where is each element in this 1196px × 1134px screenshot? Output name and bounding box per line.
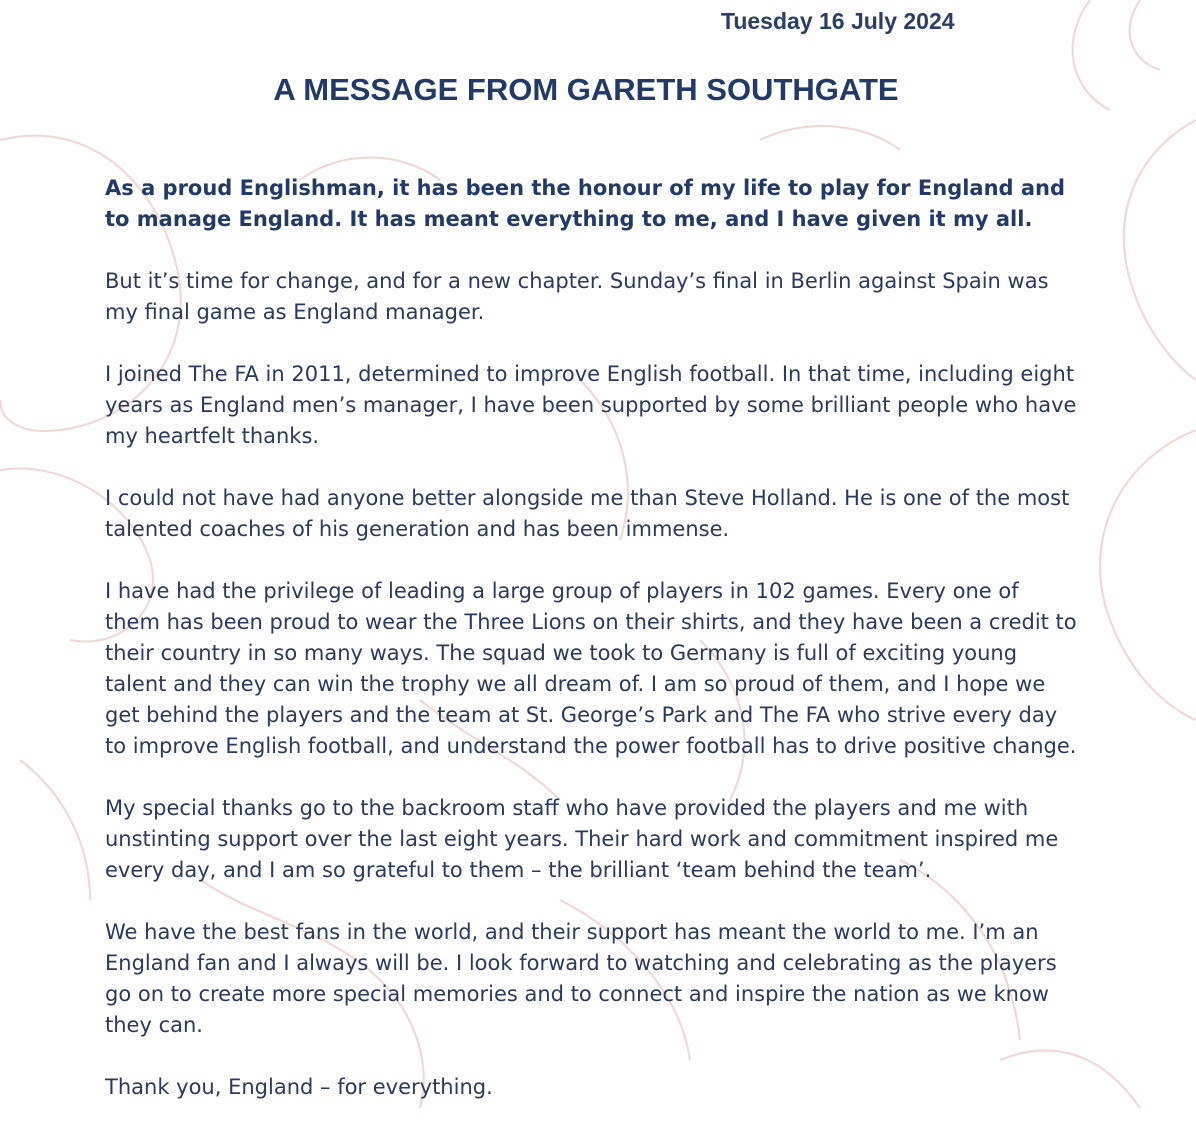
page-title: A MESSAGE FROM GARETH SOUTHGATE [273, 72, 899, 107]
paragraph: I joined The FA in 2011, determined to improve English football. In that time, including eight years as England men’s manager, I have been supported by some brilliant people who have my heartfelt thanks. [105, 362, 1077, 448]
paragraph-opening: As a proud Englishman, it has been the honour of my life to play for England and to manage England. It has meant everything to me, and I have given it my all. [105, 176, 1066, 231]
paragraph-closing: Thank you, England – for everything. [105, 1075, 493, 1099]
paragraph: I have had the privilege of leading a large group of players in 102 games. Every one of them has been proud to wear the Three Lions on their shirts, and they have been a credit to their country in so many ways. The squad we took to Germany is full of exciting young talent and they can win the trophy we all dream of. I am so proud of them, and I hope we get behind the players and the team at St. George’s Park and The FA who strive every day to improve English football, and understand the power football has to drive positive change. [105, 579, 1077, 758]
paragraph: But it’s time for change, and for a new chapter. Sunday’s final in Berlin against Spain was my final game as England manager. [105, 269, 1049, 324]
paragraph: I could not have had anyone better alongside me than Steve Holland. He is one of the most talented coaches of his generation and has been immense. [105, 486, 1070, 541]
letter-body [105, 173, 1080, 1134]
paragraph: We have the best fans in the world, and their support has meant the world to me. I’m an England fan and I always will be. I look forward to watching and celebrating as the players go on to create more special memories and to connect and inspire the nation as we know they can. [105, 920, 1057, 1037]
paragraph: My special thanks go to the backroom staff who have provided the players and me with unstinting support over the last eight years. Their hard work and commitment inspired me every day, and I am so grateful to them – the brilliant ‘team behind the team’. [105, 796, 1059, 882]
letter-date: Tuesday 16 July 2024 [721, 8, 955, 34]
